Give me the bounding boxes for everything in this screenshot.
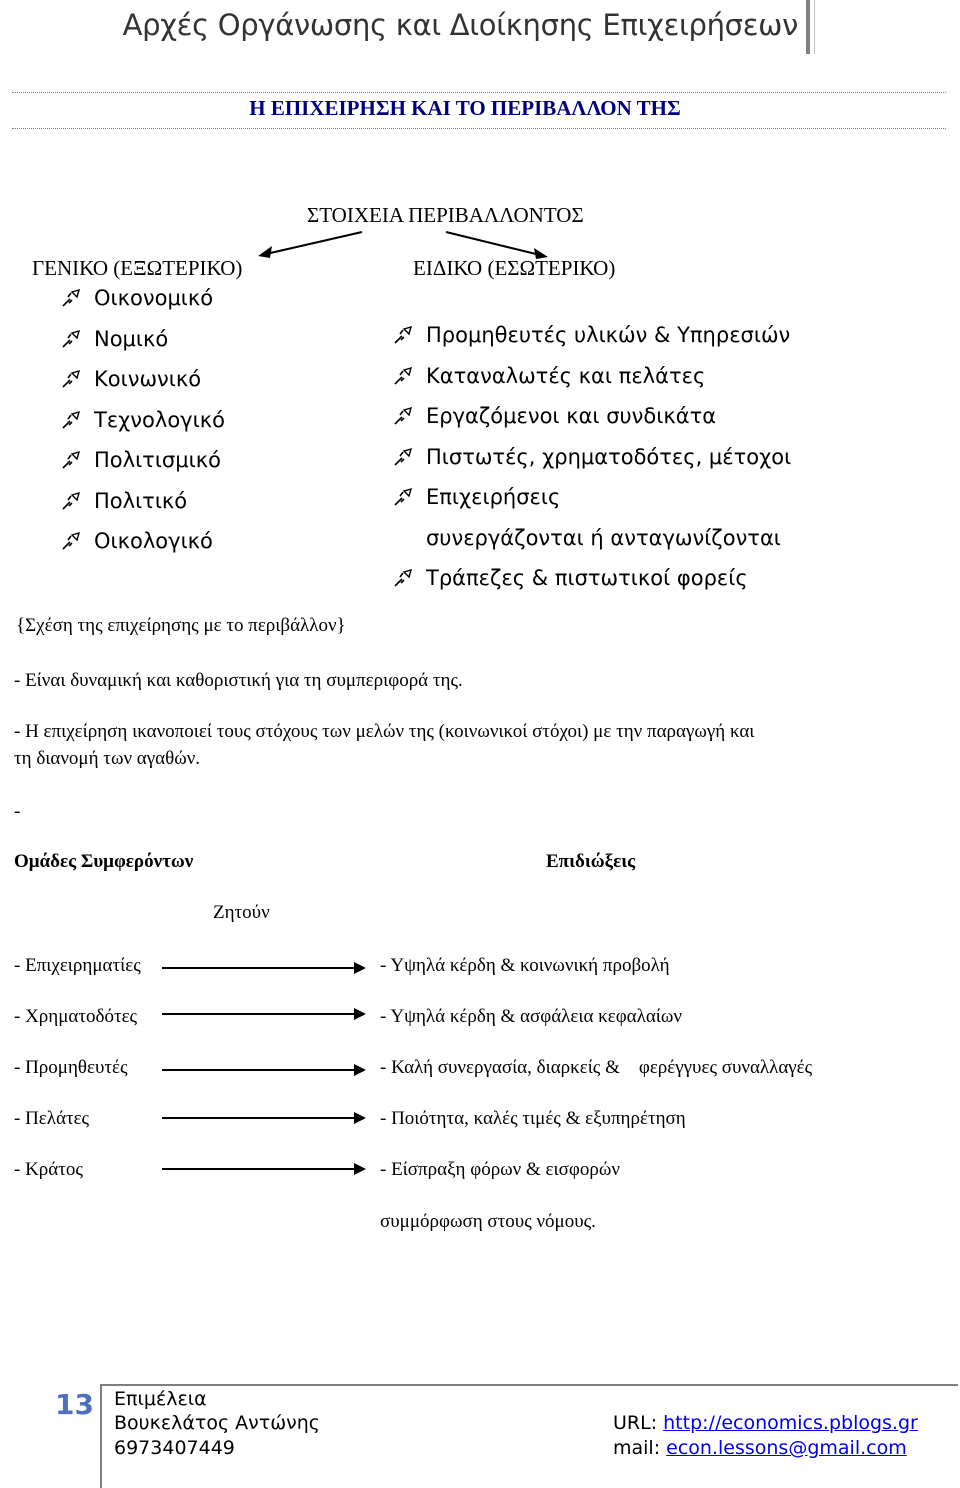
specific-item: Πιστωτές, χρηματοδότες, μέτοχοι	[392, 445, 791, 469]
section-title: Η ΕΠΙΧΕΙΡΗΣΗ ΚΑΙ ΤΟ ΠΕΡΙΒΑΛΛΟΝ ΤΗΣ	[249, 96, 681, 120]
group-label: - Χρηματοδότες	[14, 1006, 138, 1027]
url-link[interactable]: http://economics.pblogs.gr	[663, 1412, 918, 1434]
arrow-bullet-icon	[392, 486, 414, 508]
row-arrow	[160, 1159, 370, 1179]
general-item: Πολιτισμικό	[60, 448, 221, 472]
footer-divider	[100, 1384, 958, 1386]
row-arrow	[160, 1004, 370, 1024]
pursuit-label: - Υψηλά κέρδη & ασφάλεια κεφαλαίων	[380, 1006, 683, 1027]
pursuits-heading: Επιδιώξεις	[546, 851, 636, 872]
environment-heading: ΣΤΟΙΧΕΙΑ ΠΕΡΙΒΑΛΛΟΝΤΟΣ	[307, 203, 584, 227]
title-bar-accent-thin	[814, 0, 815, 54]
arrow-bullet-icon	[60, 530, 82, 552]
title-bar-accent	[806, 0, 810, 54]
pursuit-continuation: συμμόρφωση στους νόμους.	[380, 1211, 596, 1232]
arrow-left-line	[266, 232, 362, 254]
arrow-bullet-icon	[392, 567, 414, 589]
mail-line	[613, 1437, 907, 1459]
arrow-bullet-icon	[60, 449, 82, 471]
pursuit-label: - Είσπραξη φόρων & εισφορών	[380, 1159, 620, 1180]
general-item: Πολιτικό	[60, 489, 187, 513]
groups-heading: Ομάδες Συμφερόντων	[14, 851, 194, 872]
relation-heading: {Σχέση της επιχείρησης με το περιβάλλον}	[16, 615, 346, 636]
specific-item: Τράπεζες & πιστωτικοί φορείς	[392, 566, 748, 590]
pursuit-label: - Ποιότητα, καλές τιμές & εξυπηρέτηση	[380, 1108, 686, 1129]
arrow-bullet-icon	[60, 287, 82, 309]
general-item: Οικονομικό	[60, 286, 213, 310]
page-number: 13	[55, 1388, 94, 1421]
pursuit-label: - Υψηλά κέρδη & κοινωνική προβολή	[380, 955, 670, 976]
arrow-bullet-icon	[60, 490, 82, 512]
group-label: - Κράτος	[14, 1159, 83, 1180]
author-phone: 6973407449	[114, 1437, 235, 1459]
arrow-right-line	[446, 232, 540, 255]
row-arrow	[160, 958, 370, 978]
document-title: Αρχές Οργάνωσης και Διοίκησης Επιχειρήσεων	[122, 8, 798, 42]
arrow-bullet-icon	[60, 368, 82, 390]
general-item: Νομικό	[60, 327, 168, 351]
arrow-bullet-icon	[60, 409, 82, 431]
general-environment-heading: ΓΕΝΙΚΟ (ΕΞΩΤΕΡΙΚΟ)	[32, 256, 243, 280]
mail-link[interactable]: econ.lessons@gmail.com	[666, 1437, 907, 1459]
relation-point: -	[14, 801, 21, 822]
group-label: - Επιχειρηματίες	[14, 955, 141, 976]
specific-item: Προμηθευτές υλικών & Υπηρεσιών	[392, 323, 790, 347]
specific-environment-heading: ΕΙΔΙΚΟ (ΕΣΩΤΕΡΙΚΟ)	[413, 256, 616, 280]
pursuit-label: - Καλή συνεργασία, διαρκείς & φερέγγυες συναλλαγές	[380, 1057, 813, 1078]
arrow-left-head	[258, 246, 272, 258]
specific-item: Εργαζόμενοι και συνδικάτα	[392, 404, 716, 428]
footer-vertical-divider	[100, 1384, 102, 1488]
relation-point: - Η επιχείρηση ικανοποιεί τους στόχους των μελών της (κοινωνικοί στόχοι) με την παραγωγή και	[14, 721, 755, 742]
group-label: - Πελάτες	[14, 1108, 90, 1129]
row-arrow	[160, 1108, 370, 1128]
arrow-bullet-icon	[60, 328, 82, 350]
row-arrow	[160, 1060, 370, 1080]
author-name: Βουκελάτος Αντώνης	[114, 1412, 320, 1434]
general-item: Κοινωνικό	[60, 367, 201, 391]
specific-item: Επιχειρήσεις	[392, 485, 560, 509]
general-item: Οικολογικό	[60, 529, 213, 553]
url-label: URL:	[613, 1412, 664, 1434]
edited-by-label: Επιμέλεια	[114, 1388, 207, 1410]
demand-label: Ζητούν	[213, 902, 270, 923]
relation-point-continuation: τη διανομή των αγαθών.	[14, 748, 201, 769]
relation-point: - Είναι δυναμική και καθοριστική για τη συμπεριφορά της.	[14, 670, 463, 691]
arrow-bullet-icon	[392, 446, 414, 468]
mail-label: mail:	[613, 1437, 667, 1459]
url-line	[613, 1412, 918, 1434]
group-label: - Προμηθευτές	[14, 1057, 128, 1078]
general-item: Τεχνολογικό	[60, 408, 225, 432]
arrow-bullet-icon	[392, 365, 414, 387]
divider-top	[12, 92, 946, 93]
arrow-bullet-icon	[392, 405, 414, 427]
specific-item: Καταναλωτές και πελάτες	[392, 364, 705, 388]
arrow-bullet-icon	[392, 324, 414, 346]
divider-bottom	[12, 128, 946, 129]
specific-item-continuation: συνεργάζονται ή ανταγωνίζονται	[426, 526, 781, 550]
